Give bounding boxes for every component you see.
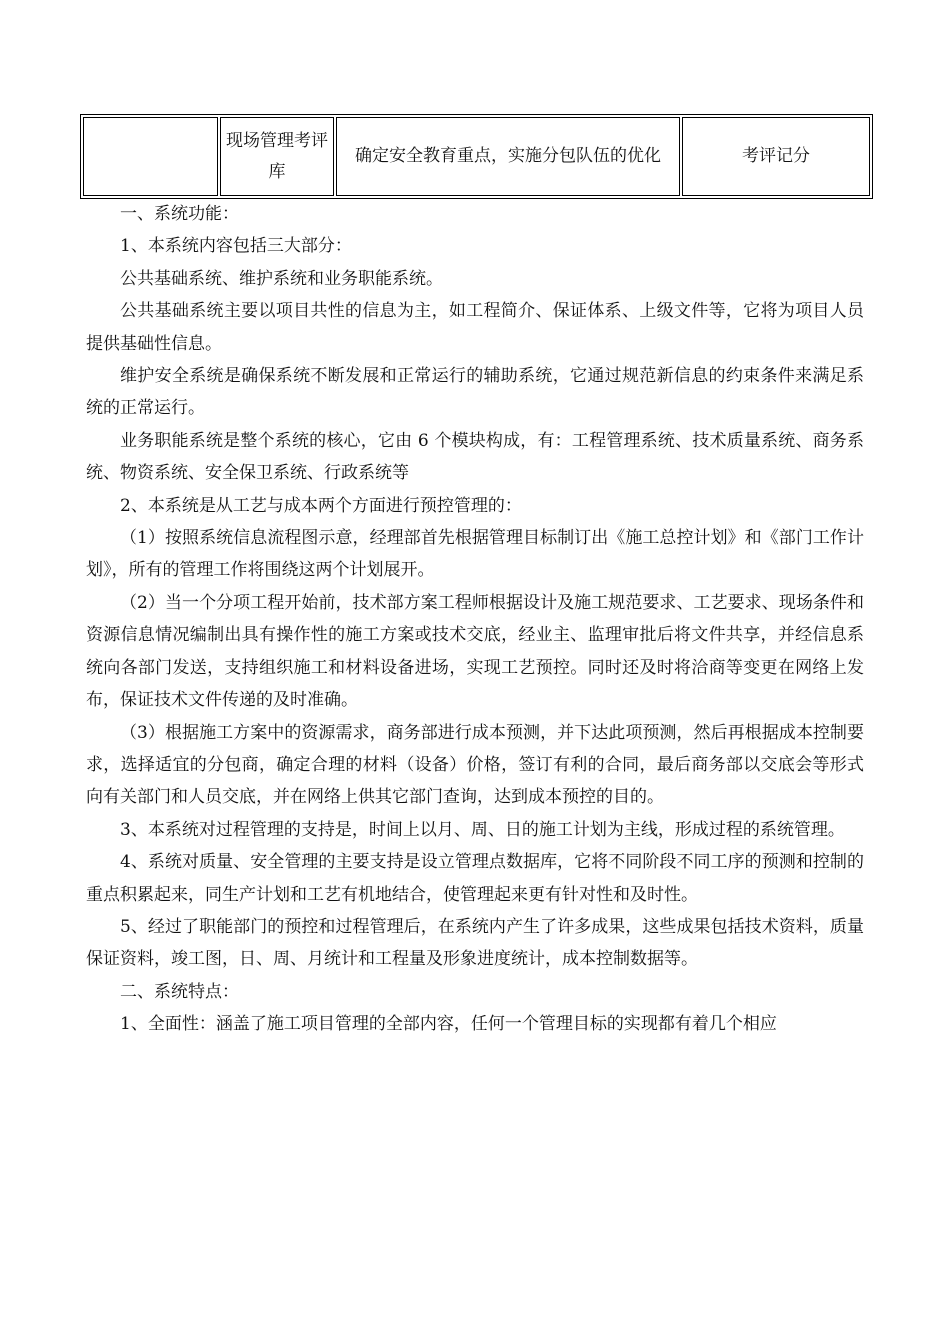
paragraph: 3、本系统对过程管理的支持是，时间上以月、周、日的施工计划为主线，形成过程的系统管理。	[120, 819, 845, 840]
top-table	[80, 114, 866, 199]
paragraph: 2、本系统是从工艺与成本两个方面进行预控管理的：	[120, 495, 522, 516]
paragraph: 1、全面性：涵盖了施工项目管理的全部内容，任何一个管理目标的实现都有着几个相应	[120, 1014, 777, 1035]
paragraph: （1）按照系统信息流程图示意，经理部首先根据管理目标制订出《施工总控计划》和《部门工作计划》，所有的管理工作将围绕这两个计划展开。	[86, 528, 864, 581]
paragraph: 1、本系统内容包括三大部分：	[120, 236, 352, 257]
table-row	[83, 117, 870, 196]
table-cell-empty	[83, 117, 218, 196]
paragraph: 5、经过了职能部门的预控和过程管理后，在系统内产生了许多成果，这些成果包括技术资料，质量保证资料，竣工图，日、周、月统计和工程量及形象进度统计，成本控制数据等。	[86, 916, 864, 970]
table-cell-content: 确定安全教育重点，实施分包队伍的优化	[336, 117, 680, 196]
paragraph: 公共基础系统主要以项目共性的信息为主，如工程简介、保证体系、上级文件等，它将为项目人员提供基础性信息。	[86, 301, 864, 354]
paragraph: 业务职能系统是整个系统的核心，它由 6 个模块构成，有：工程管理系统、技术质量系统、商务系统、物资系统、安全保卫系统、行政系统等	[86, 430, 864, 484]
paragraph: 维护安全系统是确保系统不断发展和正常运行的辅助系统，它通过规范新信息的约束条件来满足系统的正常运行。	[86, 366, 864, 419]
paragraph: （3）根据施工方案中的资源需求，商务部进行成本预测，并下达此项预测，然后再根据成本控制要求，选择适宜的分包商，确定合理的材料（设备）价格，签订有利的合同，最后商务部以交底会等形式向有关部门和人员交底，并在网络上供其它部门查询，达到成本预控的目的。	[86, 722, 864, 808]
paragraph: 公共基础系统、维护系统和业务职能系统。	[120, 268, 443, 289]
document-body	[86, 198, 864, 1041]
section-heading: 二、系统特点：	[120, 981, 239, 1002]
paragraph: 4、系统对质量、安全管理的主要支持是设立管理点数据库，它将不同阶段不同工序的预测和控制的重点积累起来，同生产计划和工艺有机地结合，使管理起来更有针对性和及时性。	[86, 852, 864, 905]
table-frame	[80, 114, 873, 199]
section-heading: 一、系统功能：	[120, 204, 239, 224]
table-cell-category: 现场管理考评库	[220, 117, 334, 196]
paragraph: （2）当一个分项工程开始前，技术部方案工程师根据设计及施工规范要求、工艺要求、现场条件和资源信息情况编制出具有操作性的施工方案或技术交底，经业主、监理审批后将文件共享，并经信息系统向各部门发送，支持组织施工和材料设备进场，实现工艺预控。同时还及时将洽商等变更在网络上发布，保证技术文件传递的及时准确。	[86, 592, 864, 711]
table-cell-method: 考评记分	[682, 117, 870, 196]
